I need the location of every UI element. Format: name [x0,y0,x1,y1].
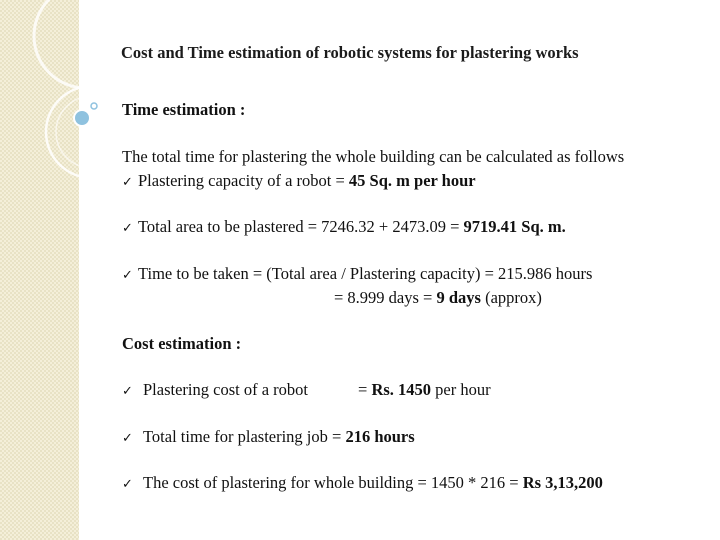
area-label: Total area to be plastered = 7246.32 + 2473.09 = [138,217,464,236]
robot-cost-eq: = [358,380,372,399]
total-cost-label: The cost of plastering for whole building = 1450 * 216 = [143,473,523,492]
robot-cost-suffix: per hour [431,380,491,399]
area-value: 9719.41 Sq. m. [463,217,566,236]
robot-cost-label: Plastering cost of a robot [143,380,308,399]
total-cost-value: Rs 3,13,200 [522,473,603,492]
capacity-item [122,171,476,191]
check-icon: ✓ [122,268,133,283]
area-item [122,217,566,237]
time-taken-line1: Time to be taken = (Total area / Plastering capacity) = 215.986 hours [138,264,593,283]
robot-cost-item [122,380,308,400]
check-icon: ✓ [122,477,133,492]
capacity-label: Plastering capacity of a robot = [138,171,349,190]
days-value: 9 days [436,288,481,307]
check-icon: ✓ [122,431,133,446]
capacity-value: 45 Sq. m per hour [348,171,476,190]
time-taken-line2 [334,288,542,308]
slide-title: Cost and Time estimation of robotic systems for plastering works [121,43,579,62]
time-estimation-heading: Time estimation : [122,100,246,119]
robot-cost-rate [358,380,491,400]
time-taken-item [122,264,592,284]
cost-estimation-heading: Cost estimation : [122,334,242,353]
total-time-value: 216 hours [345,427,415,446]
total-time-item [122,427,415,447]
days-prefix: = 8.999 days = [334,288,437,307]
days-suffix: (approx) [480,288,542,307]
robot-cost-value: Rs. 1450 [371,380,432,399]
total-time-label: Total time for plastering job = [143,427,346,446]
total-cost-item [122,473,603,493]
check-icon: ✓ [122,221,133,236]
time-intro-text: The total time for plastering the whole building can be calculated as follows [122,147,625,166]
check-icon: ✓ [122,384,133,399]
check-icon: ✓ [122,175,133,190]
